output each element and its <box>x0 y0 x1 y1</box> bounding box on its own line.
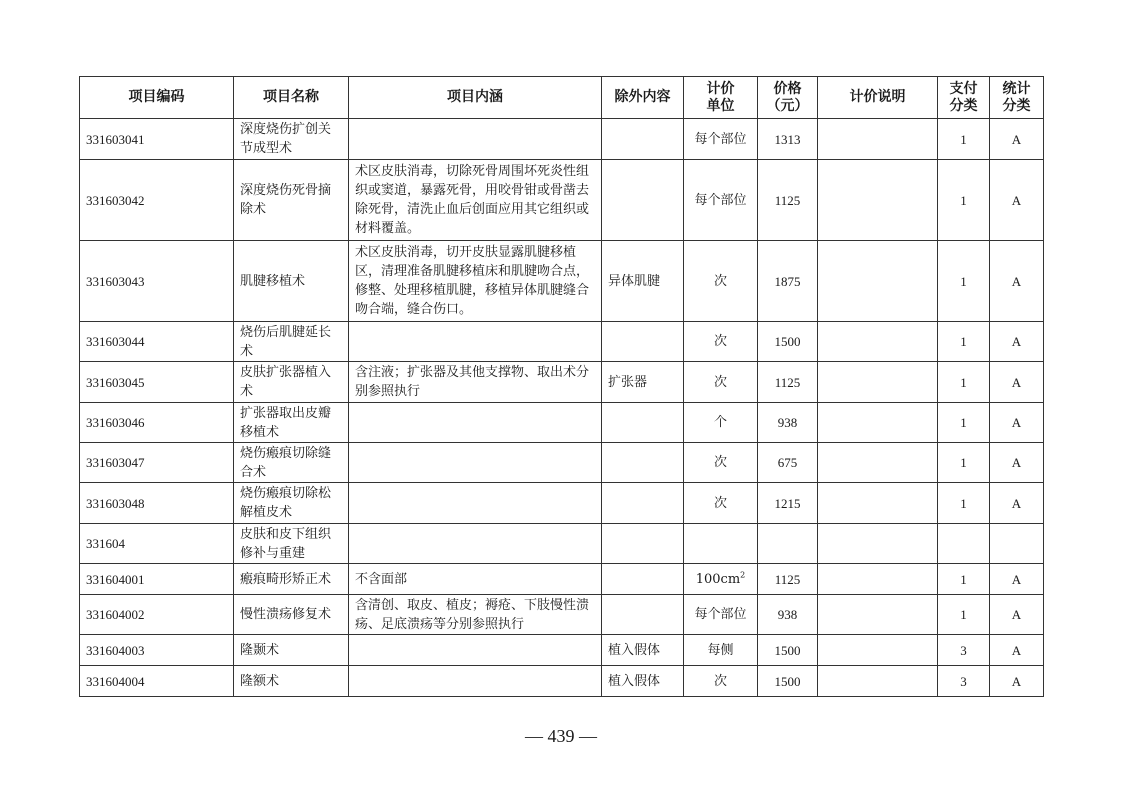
cell-excluded: 异体肌腱 <box>602 241 684 322</box>
cell-content: 含清创、取皮、植皮；褥疮、下肢慢性溃疡、足底溃疡等分别参照执行 <box>349 595 602 635</box>
header-code: 项目编码 <box>80 77 234 119</box>
cell-excluded: 植入假体 <box>602 635 684 666</box>
cell-price: 1500 <box>758 322 818 362</box>
cell-stat: A <box>990 362 1044 403</box>
cell-note <box>818 595 938 635</box>
cell-note <box>818 241 938 322</box>
header-note: 计价说明 <box>818 77 938 119</box>
header-pay-line1: 支付 <box>949 80 978 97</box>
cell-price: 1313 <box>758 119 818 160</box>
cell-code: 331603044 <box>80 322 234 362</box>
cell-stat: A <box>990 635 1044 666</box>
cell-stat: A <box>990 443 1044 483</box>
cell-note <box>818 483 938 524</box>
unit-superscript: 2 <box>740 570 746 580</box>
cell-pay: 1 <box>938 119 990 160</box>
cell-excluded <box>602 322 684 362</box>
cell-name: 皮肤扩张器植入术 <box>234 362 349 403</box>
cell-note <box>818 362 938 403</box>
cell-pay: 1 <box>938 564 990 595</box>
cell-excluded <box>602 595 684 635</box>
cell-unit: $100cm^2$ <box>684 564 758 595</box>
cell-name: 烧伤瘢痕切除缝合术 <box>234 443 349 483</box>
fee-table <box>79 76 1044 697</box>
cell-content <box>349 483 602 524</box>
cell-name: 肌腱移植术 <box>234 241 349 322</box>
cell-pay: 1 <box>938 595 990 635</box>
cell-content <box>349 524 602 564</box>
header-pay <box>938 77 990 119</box>
header-excluded: 除外内容 <box>602 77 684 119</box>
cell-pay: 1 <box>938 403 990 443</box>
cell-pay: 1 <box>938 443 990 483</box>
cell-code: 331604004 <box>80 666 234 697</box>
header-unit-line2: 单位 <box>706 97 735 114</box>
cell-note <box>818 443 938 483</box>
cell-content <box>349 666 602 697</box>
cell-name: 深度烧伤扩创关节成型术 <box>234 119 349 160</box>
cell-note <box>818 322 938 362</box>
cell-name: 瘢痕畸形矫正术 <box>234 564 349 595</box>
cell-note <box>818 119 938 160</box>
header-unit <box>684 77 758 119</box>
cell-unit: 每个部位 <box>684 119 758 160</box>
table-row <box>80 362 1044 403</box>
cell-price: 938 <box>758 595 818 635</box>
cell-code: 331604002 <box>80 595 234 635</box>
cell-content <box>349 635 602 666</box>
cell-excluded <box>602 483 684 524</box>
header-pay-line2: 分类 <box>949 97 978 114</box>
cell-code: 331603048 <box>80 483 234 524</box>
cell-stat: A <box>990 483 1044 524</box>
table-row <box>80 443 1044 483</box>
cell-content: 术区皮肤消毒，切开皮肤显露肌腱移植区，清理准备肌腱移植床和肌腱吻合点，修整、处理移植肌腱，移植异体肌腱缝合吻合端，缝合伤口。 <box>349 241 602 322</box>
table-row <box>80 241 1044 322</box>
cell-stat: A <box>990 666 1044 697</box>
cell-unit: 次 <box>684 362 758 403</box>
header-price-line2: （元） <box>766 97 809 114</box>
cell-price: 1125 <box>758 564 818 595</box>
cell-unit: 次 <box>684 483 758 524</box>
cell-pay: 1 <box>938 362 990 403</box>
cell-content <box>349 443 602 483</box>
table-row <box>80 322 1044 362</box>
cell-excluded <box>602 443 684 483</box>
cell-excluded <box>602 403 684 443</box>
cell-code: 331604001 <box>80 564 234 595</box>
cell-unit: 每个部位 <box>684 160 758 241</box>
table-row <box>80 119 1044 160</box>
cell-code: 331603042 <box>80 160 234 241</box>
cell-unit: 个 <box>684 403 758 443</box>
cell-note <box>818 564 938 595</box>
cell-excluded: 植入假体 <box>602 666 684 697</box>
cell-stat <box>990 524 1044 564</box>
cell-content <box>349 322 602 362</box>
cell-content: 含注液；扩张器及其他支撑物、取出术分别参照执行 <box>349 362 602 403</box>
cell-note <box>818 403 938 443</box>
cell-price: 1215 <box>758 483 818 524</box>
cell-name: 扩张器取出皮瓣移植术 <box>234 403 349 443</box>
cell-stat: A <box>990 595 1044 635</box>
cell-excluded <box>602 564 684 595</box>
cell-price: 1500 <box>758 635 818 666</box>
header-stat-line2: 分类 <box>1002 97 1031 114</box>
cell-name: 隆额术 <box>234 666 349 697</box>
cell-name: 慢性溃疡修复术 <box>234 595 349 635</box>
cell-code: 331603046 <box>80 403 234 443</box>
table-row <box>80 403 1044 443</box>
cell-price: 675 <box>758 443 818 483</box>
cell-unit: 每个部位 <box>684 595 758 635</box>
cell-excluded: 扩张器 <box>602 362 684 403</box>
cell-unit: 次 <box>684 241 758 322</box>
cell-name: 皮肤和皮下组织修补与重建 <box>234 524 349 564</box>
header-unit-line1: 计价 <box>706 80 735 97</box>
cell-code: 331603045 <box>80 362 234 403</box>
table-row <box>80 666 1044 697</box>
cell-code: 331603043 <box>80 241 234 322</box>
cell-stat: A <box>990 564 1044 595</box>
header-content: 项目内涵 <box>349 77 602 119</box>
cell-content: 术区皮肤消毒，切除死骨周围坏死炎性组织或窦道，暴露死骨，用咬骨钳或骨凿去除死骨，清洗止血后创面应用其它组织或材料覆盖。 <box>349 160 602 241</box>
page-number: — 439 — <box>525 726 597 746</box>
cell-stat: A <box>990 160 1044 241</box>
cell-code: 331604 <box>80 524 234 564</box>
header-name: 项目名称 <box>234 77 349 119</box>
cell-pay: 1 <box>938 322 990 362</box>
cell-code: 331603047 <box>80 443 234 483</box>
cell-stat: A <box>990 119 1044 160</box>
cell-note <box>818 160 938 241</box>
cell-price: 1125 <box>758 160 818 241</box>
cell-excluded <box>602 160 684 241</box>
cell-pay: 1 <box>938 483 990 524</box>
cell-unit: 次 <box>684 322 758 362</box>
cell-pay: 3 <box>938 666 990 697</box>
cell-unit <box>684 524 758 564</box>
cell-note <box>818 524 938 564</box>
header-price <box>758 77 818 119</box>
cell-stat: A <box>990 241 1044 322</box>
cell-name: 烧伤瘢痕切除松解植皮术 <box>234 483 349 524</box>
cell-unit: 次 <box>684 666 758 697</box>
header-row <box>80 77 1044 119</box>
cell-note <box>818 635 938 666</box>
cell-pay <box>938 524 990 564</box>
table-row <box>80 635 1044 666</box>
cell-code: 331603041 <box>80 119 234 160</box>
table-row <box>80 483 1044 524</box>
table-row <box>80 564 1044 595</box>
header-price-line1: 价格 <box>773 80 802 97</box>
table-row <box>80 524 1044 564</box>
cell-pay: 1 <box>938 241 990 322</box>
cell-unit: 每侧 <box>684 635 758 666</box>
cell-unit: 次 <box>684 443 758 483</box>
cell-pay: 1 <box>938 160 990 241</box>
header-stat <box>990 77 1044 119</box>
header-stat-line1: 统计 <box>1002 80 1031 97</box>
cell-price: 1875 <box>758 241 818 322</box>
table-row <box>80 595 1044 635</box>
cell-excluded <box>602 119 684 160</box>
cell-content: 不含面部 <box>349 564 602 595</box>
table-row <box>80 160 1044 241</box>
cell-content <box>349 119 602 160</box>
cell-price: 1125 <box>758 362 818 403</box>
cell-code: 331604003 <box>80 635 234 666</box>
cell-price: 1500 <box>758 666 818 697</box>
cell-excluded <box>602 524 684 564</box>
cell-price <box>758 524 818 564</box>
cell-pay: 3 <box>938 635 990 666</box>
cell-name: 深度烧伤死骨摘除术 <box>234 160 349 241</box>
cell-name: 隆颞术 <box>234 635 349 666</box>
cell-note <box>818 666 938 697</box>
cell-content <box>349 403 602 443</box>
cell-price: 938 <box>758 403 818 443</box>
cell-name: 烧伤后肌腱延长术 <box>234 322 349 362</box>
cell-stat: A <box>990 322 1044 362</box>
cell-stat: A <box>990 403 1044 443</box>
